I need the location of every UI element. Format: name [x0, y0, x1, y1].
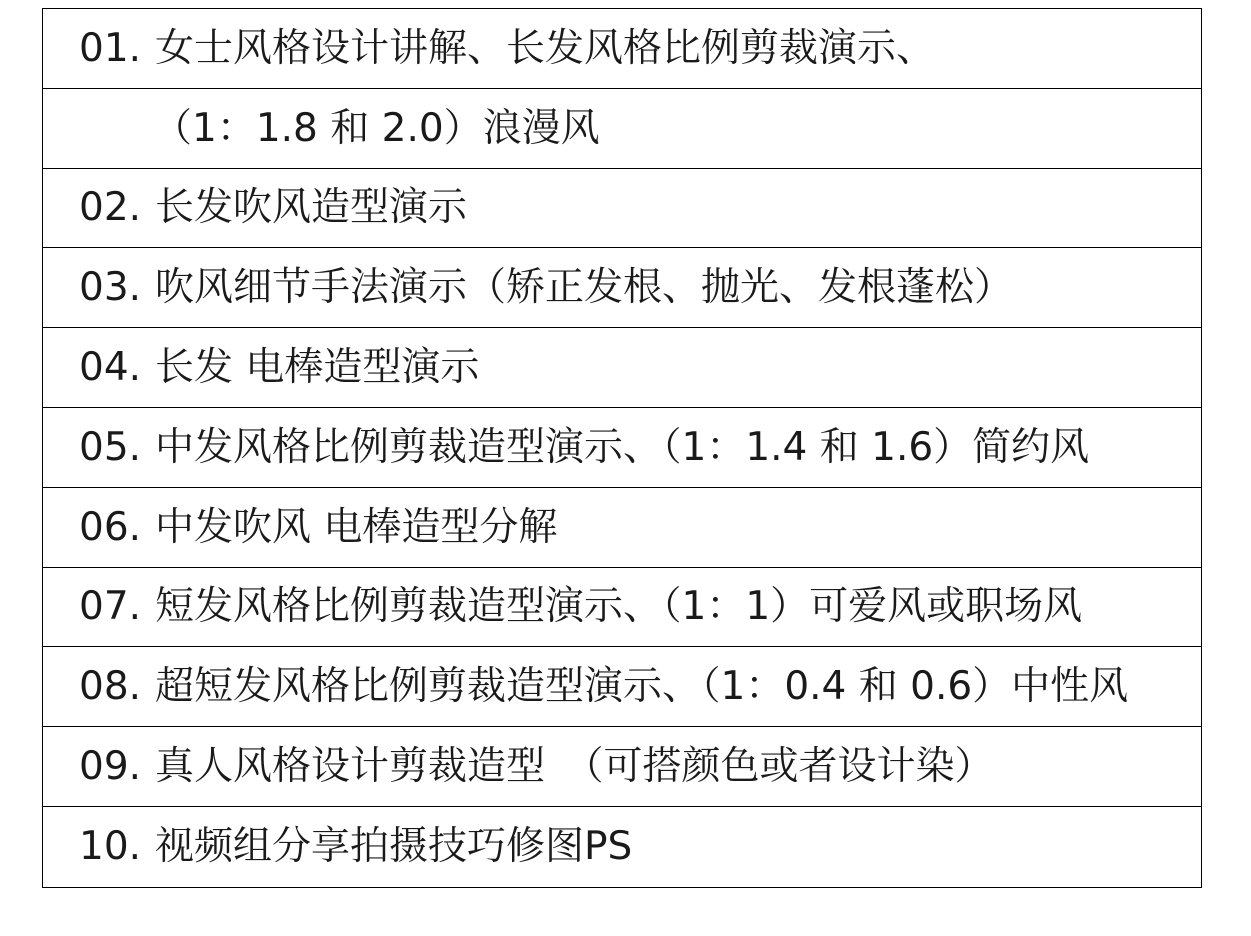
- table-row: [43, 568, 1201, 648]
- row-text: 中发吹风 电棒造型分解: [155, 504, 558, 550]
- table-row: [43, 89, 1201, 169]
- row-number: 02.: [79, 185, 142, 231]
- row-number: 03.: [79, 265, 142, 311]
- row-text: 短发风格比例剪裁造型演示、（1：1）可爱风或职场风: [155, 584, 1083, 630]
- row-text: 真人风格设计剪裁造型 （可搭颜色或者设计染）: [155, 744, 994, 790]
- table-row: [43, 248, 1201, 328]
- row-number: 04.: [79, 345, 142, 391]
- row-text: 女士风格设计讲解、长发风格比例剪裁演示、: [155, 25, 936, 71]
- row-number: 09.: [79, 744, 142, 790]
- row-text: 长发吹风造型演示: [155, 185, 468, 231]
- table-row: [43, 647, 1201, 727]
- table-row: [43, 488, 1201, 568]
- row-number: 01.: [79, 25, 142, 71]
- row-text: 长发 电棒造型演示: [155, 345, 480, 391]
- table-row: [43, 169, 1201, 249]
- row-number: 07.: [79, 584, 142, 630]
- row-text: 中发风格比例剪裁造型演示、（1：1.4 和 1.6）简约风: [155, 424, 1090, 470]
- table-row: [43, 328, 1201, 408]
- table-row: [43, 9, 1201, 89]
- row-text: 超短发风格比例剪裁造型演示、（1：0.4 和 0.6）中性风: [155, 664, 1129, 710]
- row-text: 视频组分享拍摄技巧修图PS: [155, 824, 633, 870]
- row-number: 06.: [79, 504, 142, 550]
- course-outline-table: [42, 8, 1202, 888]
- row-number: 05.: [79, 424, 142, 470]
- row-text: 吹风细节手法演示（矫正发根、抛光、发根蓬松）: [155, 265, 1014, 311]
- row-number: 08.: [79, 664, 142, 710]
- table-row: [43, 727, 1201, 807]
- row-text: （1：1.8 和 2.0）浪漫风: [153, 105, 600, 151]
- table-row: [43, 807, 1201, 887]
- row-number: 10.: [79, 824, 142, 870]
- table-row: [43, 408, 1201, 488]
